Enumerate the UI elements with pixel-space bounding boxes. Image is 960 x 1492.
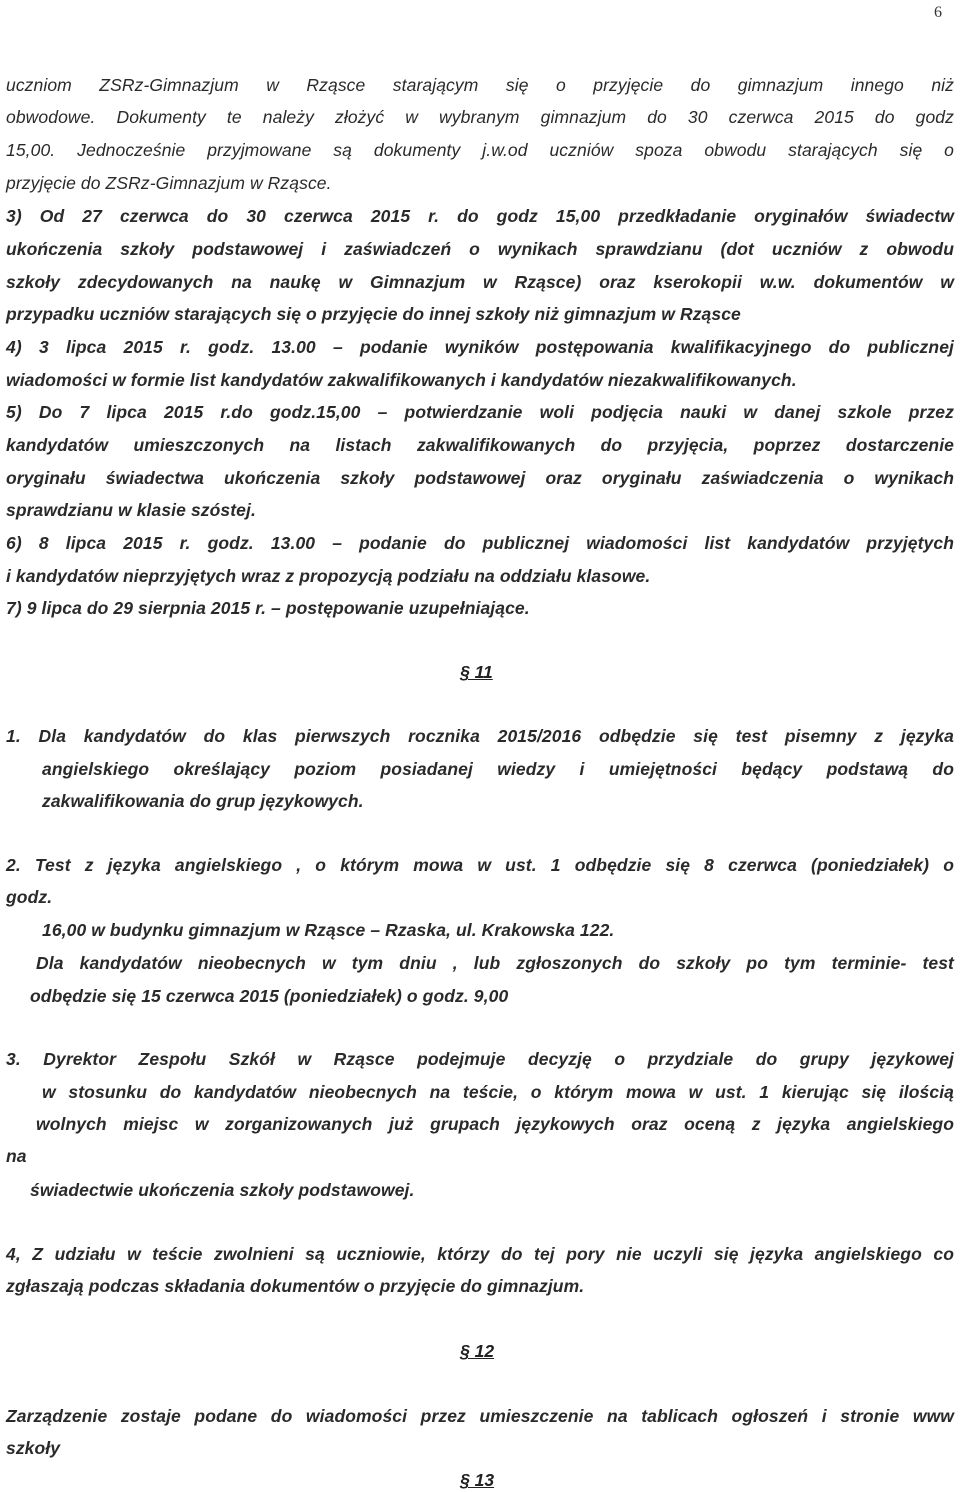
text-line: przyjęcie do ZSRz-Gimnazjum w Rząsce.	[6, 173, 332, 193]
text-line: wiadomości w formie list kandydatów zakwalifikowanych i kandydatów niezakwalifikowanych.	[6, 370, 797, 390]
text-line: szkoły	[6, 1438, 61, 1458]
text-line: wolnych miejsc w zorganizowanych już grupach językowych oraz oceną z języka angielskiego	[36, 1114, 954, 1134]
text-line: świadectwie ukończenia szkoły podstawowej.	[30, 1180, 415, 1200]
section-heading-11: § 11	[460, 662, 493, 682]
text-line: 2. Test z języka angielskiego , o którym mowa w ust. 1 odbędzie się 8 czerwca (poniedziałek) o	[6, 855, 954, 875]
text-line: Dla kandydatów nieobecnych w tym dniu , lub zgłoszonych do szkoły po tym terminie- test	[36, 953, 954, 973]
text-line: 4) 3 lipca 2015 r. godz. 13.00 – podanie wyników postępowania kwalifikacyjnego do publicznej	[6, 337, 954, 357]
text-line: 5) Do 7 lipca 2015 r.do godz.15,00 – potwierdzanie woli podjęcia nauki w danej szkole przez	[6, 402, 954, 422]
text-line: zakwalifikowania do grup językowych.	[42, 791, 364, 811]
text-line: oryginału świadectwa ukończenia szkoły podstawowej oraz oryginału zaświadczenia o wynikach	[6, 468, 954, 488]
text-line: ukończenia szkoły podstawowej i zaświadczeń o wynikach sprawdzianu (dot uczniów z obwodu	[6, 239, 954, 259]
text-line: 16,00 w budynku gimnazjum w Rząsce – Rzaska, ul. Krakowska 122.	[42, 920, 615, 940]
text-line: 3) Od 27 czerwca do 30 czerwca 2015 r. do godz 15,00 przedkładanie oryginałów świadectw	[6, 206, 954, 226]
text-line: sprawdzianu w klasie szóstej.	[6, 500, 256, 520]
text-line: 15,00. Jednocześnie przyjmowane są dokumenty j.w.od uczniów spoza obwodu starających się o	[6, 140, 954, 160]
page-number: 6	[934, 4, 942, 21]
text-line: szkoły zdecydowanych na naukę w Gimnazjum w Rząsce) oraz kserokopii w.w. dokumentów w	[6, 272, 954, 292]
section-heading-13: § 13	[460, 1470, 495, 1490]
text-line: kandydatów umieszczonych na listach zakwalifikowanych do przyjęcia, poprzez dostarczenie	[6, 435, 954, 455]
text-line: obwodowe. Dokumenty te należy złożyć w wybranym gimnazjum do 30 czerwca 2015 do godz	[6, 107, 954, 127]
text-line: 3. Dyrektor Zespołu Szkół w Rząsce podejmuje decyzję o przydziale do grupy językowej	[6, 1049, 954, 1069]
text-line: uczniom ZSRz-Gimnazjum w Rząsce starającym się o przyjęcie do gimnazjum innego niż	[6, 75, 954, 95]
text-line: 6) 8 lipca 2015 r. godz. 13.00 – podanie do publicznej wiadomości list kandydatów przyjętych	[6, 533, 954, 553]
text-line: zgłaszają podczas składania dokumentów o przyjęcie do gimnazjum.	[6, 1276, 585, 1296]
text-line: odbędzie się 15 czerwca 2015 (poniedziałek) o godz. 9,00	[30, 986, 509, 1006]
text-line: w stosunku do kandydatów nieobecnych na teście, o którym mowa w ust. 1 kierując się ilością	[42, 1082, 954, 1102]
text-line: Zarządzenie zostaje podane do wiadomości przez umieszczenie na tablicach ogłoszeń i stronie www	[6, 1406, 954, 1426]
text-line: przypadku uczniów starających się o przyjęcie do innej szkoły niż gimnazjum w Rząsce	[6, 304, 741, 324]
section-heading-12: § 12	[460, 1341, 495, 1361]
text-line: 4, Z udziału w teście zwolnieni są uczniowie, którzy do tej pory nie uczyli się języka angielskiego co	[6, 1244, 954, 1264]
text-line: 1. Dla kandydatów do klas pierwszych rocznika 2015/2016 odbędzie się test pisemny z języka	[6, 726, 954, 746]
text-line: i kandydatów nieprzyjętych wraz z propozycją podziału na oddziału klasowe.	[6, 566, 651, 586]
text-line: angielskiego określający poziom posiadanej wiedzy i umiejętności będący podstawą do	[42, 759, 954, 779]
text-line: na	[6, 1146, 27, 1166]
text-line: godz.	[6, 887, 53, 907]
text-line: 7) 9 lipca do 29 sierpnia 2015 r. – postępowanie uzupełniające.	[6, 598, 530, 618]
